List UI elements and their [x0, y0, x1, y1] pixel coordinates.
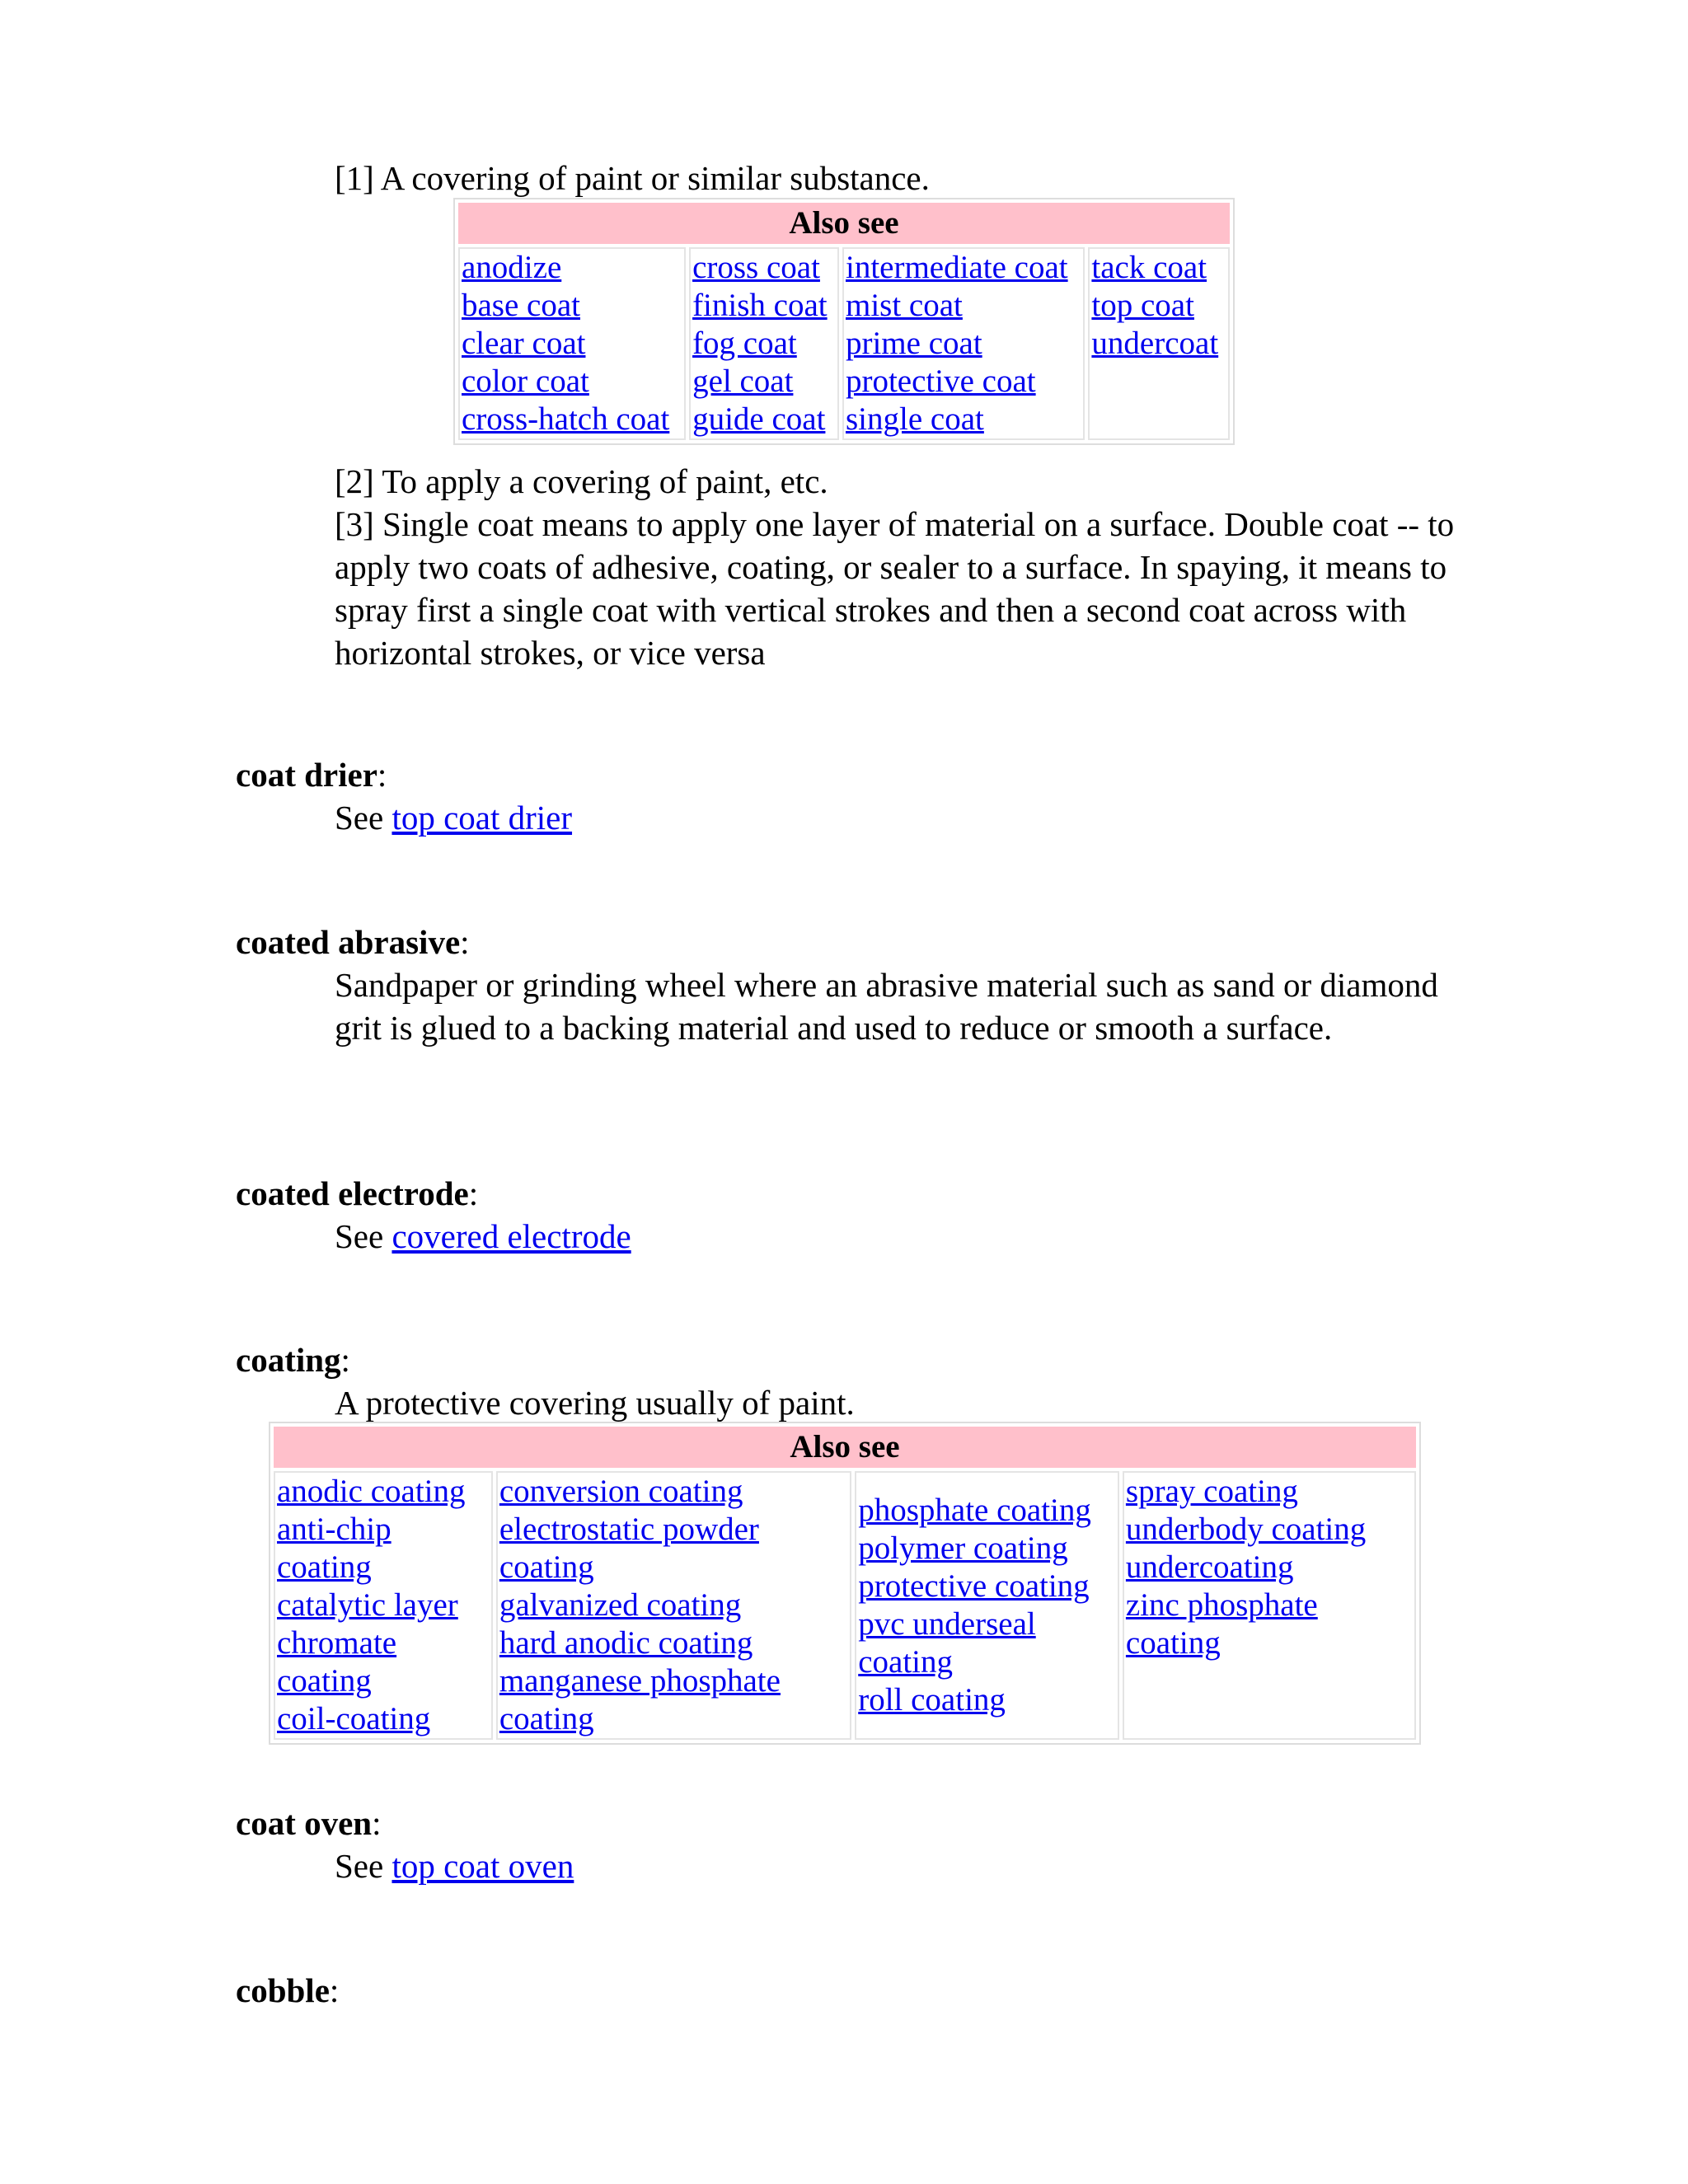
term-coat-drier [236, 753, 387, 796]
term-colon: : [377, 756, 387, 794]
coated-abrasive-definition: Sandpaper or grinding wheel where an abrasive material such as sand or diamond grit is glued to a backing material and used to reduce or smooth a surface. [335, 966, 1438, 1047]
also-see-link[interactable]: tack coat [1091, 250, 1207, 285]
also-see-link[interactable]: spray coating [1125, 1474, 1298, 1509]
term-coated-electrode [236, 1172, 478, 1215]
coat-oven-definition [335, 1844, 1464, 1887]
also-see-link[interactable]: intermediate coat [845, 250, 1068, 285]
also-see-link[interactable]: undercoat [1091, 326, 1219, 361]
also-see-link[interactable]: phosphate coating [858, 1493, 1091, 1528]
term-colon: : [340, 1341, 350, 1379]
term-heading: coat oven [236, 1804, 373, 1842]
also-see-link[interactable]: base coat [462, 288, 581, 323]
also-see-link[interactable]: single coat [845, 401, 984, 437]
also-see-column [689, 247, 839, 440]
also-see-column [1088, 247, 1230, 440]
coat-sense-3: [3] Single coat means to apply one layer of material on a surface. Double coat -- to apply two coats of adhesive, coating, or sealer to a surface. In spaying, it means to spray first a single coat with vertical strokes and then a second coat across with horizontal strokes, or vice versa [335, 505, 1455, 672]
also-see-link[interactable]: underbody coating [1125, 1511, 1367, 1547]
term-colon: : [372, 1804, 382, 1842]
coating-also-see-table [269, 1422, 1421, 1745]
also-see-link[interactable]: gel coat [692, 363, 794, 399]
coat-drier-definition [335, 796, 1464, 839]
also-see-link[interactable]: hard anodic coating [499, 1625, 753, 1661]
term-coated-abrasive [236, 921, 470, 963]
also-see-link[interactable]: chromate coating [277, 1625, 397, 1699]
also-see-column [855, 1471, 1119, 1740]
also-see-link[interactable]: galvanized coating [499, 1587, 742, 1623]
also-see-link[interactable]: cross coat [692, 250, 820, 285]
also-see-link[interactable]: clear coat [462, 326, 586, 361]
term-heading: coated abrasive [236, 923, 461, 961]
coated-electrode-definition [335, 1215, 1464, 1258]
see-prefix: See [335, 1217, 392, 1255]
term-colon: : [468, 1174, 479, 1212]
term-heading: coated electrode [236, 1174, 469, 1212]
also-see-link[interactable]: fog coat [692, 326, 797, 361]
also-see-column [1123, 1471, 1416, 1740]
also-see-link[interactable]: electrostatic powder coating [499, 1511, 759, 1585]
coat-also-see-table [453, 198, 1235, 445]
also-see-link[interactable]: prime coat [845, 326, 982, 361]
also-see-link[interactable]: anti-chip coating [277, 1511, 392, 1585]
coat-sense-1: [1] A covering of paint or similar substance. [335, 159, 930, 197]
also-see-link[interactable]: color coat [462, 363, 589, 399]
also-see-link[interactable]: catalytic layer [277, 1587, 458, 1623]
also-see-link[interactable]: undercoating [1125, 1549, 1294, 1585]
also-see-link[interactable]: conversion coating [499, 1474, 743, 1509]
also-see-link[interactable]: roll coating [858, 1682, 1006, 1718]
also-see-link[interactable]: guide coat [692, 401, 826, 437]
see-link-top-coat-drier[interactable]: top coat drier [392, 799, 573, 837]
also-see-link[interactable]: protective coat [845, 363, 1036, 399]
also-see-link[interactable]: zinc phosphate coating [1125, 1587, 1318, 1661]
see-prefix: See [335, 1847, 392, 1885]
term-colon: : [329, 1971, 340, 2009]
also-see-link[interactable]: coil-coating [277, 1701, 431, 1736]
term-cobble [236, 1969, 339, 2012]
also-see-link[interactable]: finish coat [692, 288, 828, 323]
also-see-link[interactable]: top coat [1091, 288, 1194, 323]
also-see-link[interactable]: mist coat [845, 288, 963, 323]
coat-sense-2: [2] To apply a covering of paint, etc. [335, 462, 828, 500]
also-see-column [496, 1471, 851, 1740]
also-see-link[interactable]: manganese phosphate coating [499, 1663, 781, 1736]
term-coat-oven [236, 1802, 382, 1844]
term-coating [236, 1338, 350, 1381]
also-see-link[interactable]: pvc underseal coating [858, 1606, 1036, 1680]
also-see-link[interactable]: protective coating [858, 1568, 1090, 1604]
also-see-column [842, 247, 1085, 440]
coating-definition: A protective covering usually of paint. [335, 1384, 855, 1422]
also-see-link[interactable]: anodize [462, 250, 562, 285]
also-see-header: Also see [274, 1427, 1416, 1468]
also-see-column [274, 1471, 493, 1740]
also-see-header: Also see [458, 203, 1230, 244]
term-heading: coat drier [236, 756, 377, 794]
also-see-link[interactable]: anodic coating [277, 1474, 466, 1509]
also-see-link[interactable]: polymer coating [858, 1530, 1068, 1566]
see-prefix: See [335, 799, 392, 837]
term-heading: coating [236, 1341, 341, 1379]
also-see-column [458, 247, 686, 440]
see-link-top-coat-oven[interactable]: top coat oven [392, 1847, 574, 1885]
term-colon: : [460, 923, 470, 961]
see-link-covered-electrode[interactable]: covered electrode [392, 1217, 631, 1255]
also-see-link[interactable]: cross-hatch coat [462, 401, 670, 437]
term-heading: cobble [236, 1971, 330, 2009]
